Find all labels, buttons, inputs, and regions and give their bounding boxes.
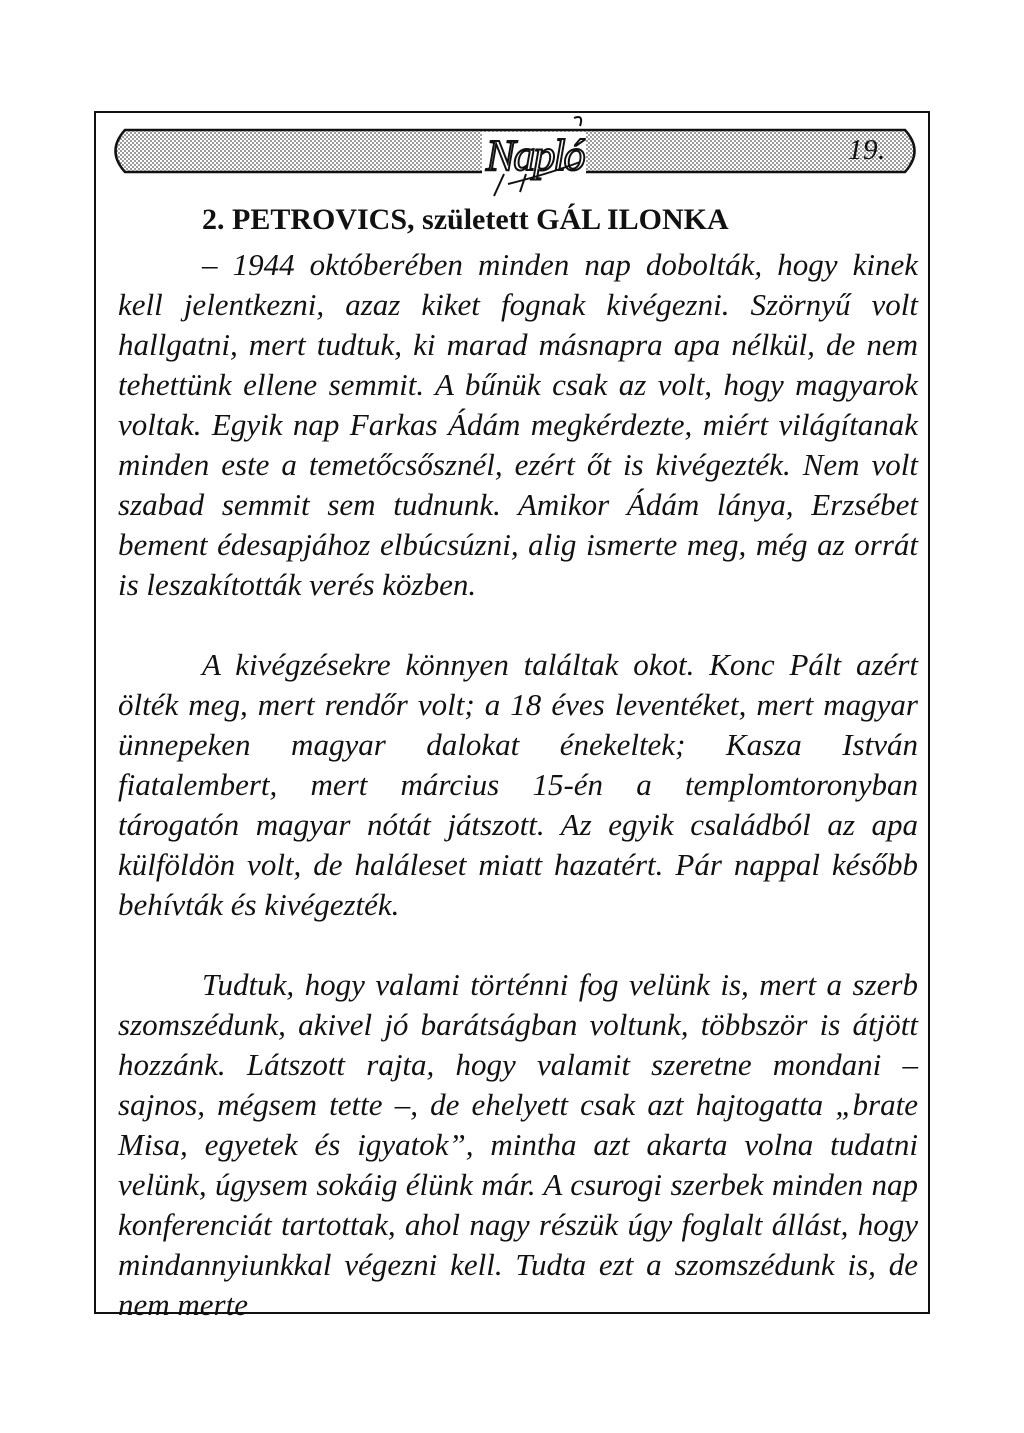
article-heading: 2. PETROVICS, született GÁL ILONKA [202, 203, 729, 236]
paragraph-gap [118, 605, 918, 645]
paragraph-3: Tudtuk, hogy valami történni fog velünk is, mert a szerb szomszédunk, akivel jó barátságban voltunk, többször is átjött hozzánk. Látszott rajta, hogy valamit szeretne mondani – sajnos, mégsem tette –, de ehelyett csak azt hajtogatta „brate Misa, egyetek és igyatok”, mintha azt akarta volna tudatni velünk, úgysem sokáig élünk már. A csurogi szerbek minden nap konferenciát tartottak, ahol nagy részük úgy foglalt állást, hogy mindannyiunkkal végezni kell. Tudta ezt a szomszédunk is, de nem merte [118, 967, 918, 1322]
paragraph-1: – 1944 októberében minden nap dobolták, hogy kinek kell jelentkezni, azaz kiket fognak kivégezni. Szörnyű volt hallgatni, mert tudtuk, ki marad másnapra apa nélkül, de nem tehettünk ellene semmit. A bűnük csak az volt, hogy magyarok voltak. Egyik nap Farkas Ádám megkérdezte, miért világítanak minden este a temetőcsősznél, ezért őt is kivégezték. Nem volt szabad semmit sem tudnunk. Amikor Ádám lánya, Erzsébet bement édesapjához elbúcsúzni, alig ismerte meg, még az orrát is leszakították verés közben. [118, 247, 918, 602]
logo-text: Napló [486, 131, 584, 180]
paragraph-2: A kivégzésekre könnyen találtak okot. Konc Pált azért ölték meg, mert rendőr volt; a 18 éves leventéket, mert magyar ünnepeken magyar dalokat énekeltek; Kasza István fiatalembert, mert március 15-én a templomtoronyban tárogatón magyar nótát játszott. Az egyik családból az apa külföldön volt, de haláleset miatt hazatért. Pár nappal később behívták és kivégezték. [118, 647, 918, 922]
paragraph-gap [118, 925, 918, 965]
page-number: 19. [848, 134, 886, 166]
article [118, 195, 918, 1325]
naplo-logo [468, 104, 598, 198]
